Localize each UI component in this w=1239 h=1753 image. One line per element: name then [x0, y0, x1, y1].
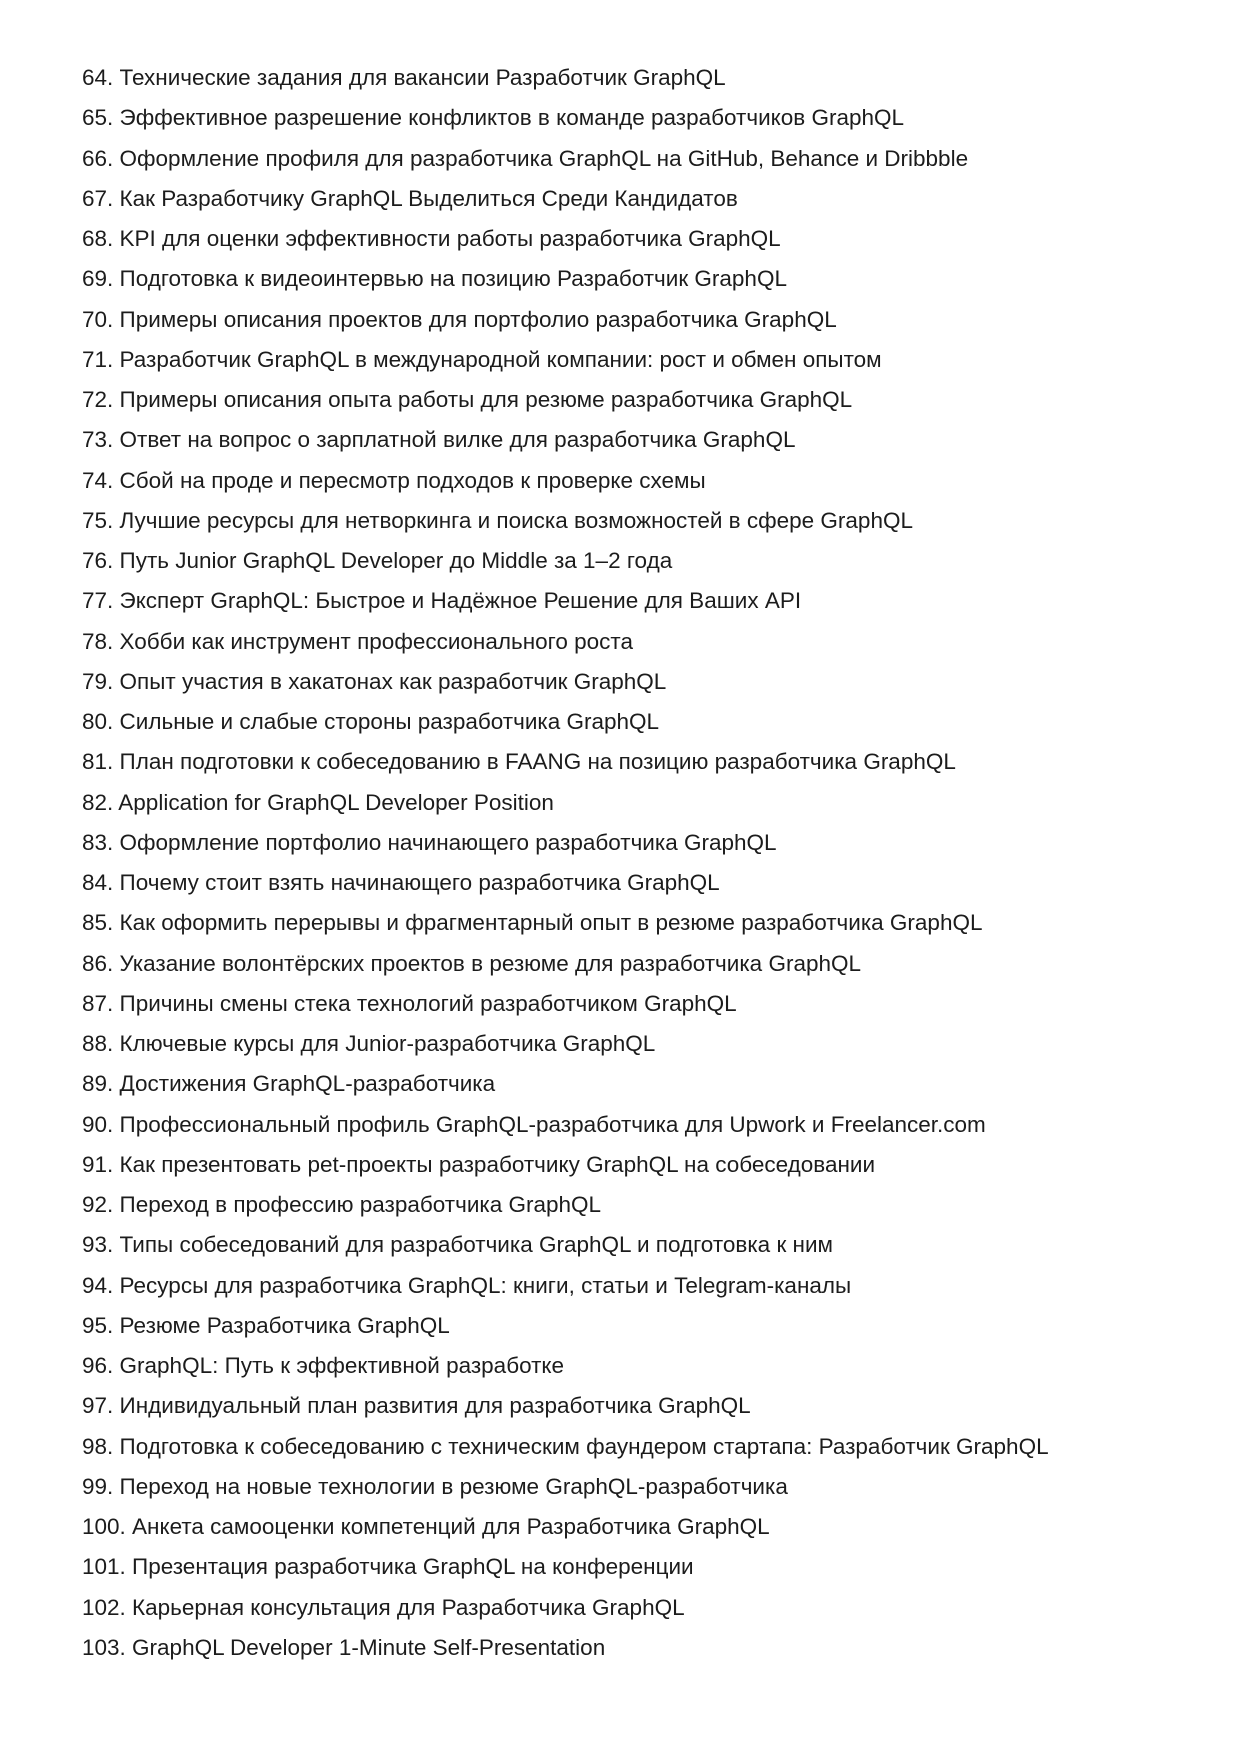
list-item: 95. Резюме Разработчика GraphQL	[82, 1312, 450, 1338]
list-item: 99. Переход на новые технологии в резюме GraphQL-разработчика	[82, 1473, 788, 1499]
list-item: 103. GraphQL Developer 1-Minute Self-Presentation	[82, 1634, 606, 1660]
list-item: 101. Презентация разработчика GraphQL на конференции	[82, 1554, 694, 1580]
list-item: 70. Примеры описания проектов для портфолио разработчика GraphQL	[82, 306, 837, 332]
topic-list	[82, 58, 1049, 1668]
list-item: 69. Подготовка к видеоинтервью на позицию Разработчик GraphQL	[82, 266, 787, 292]
list-item: 83. Оформление портфолио начинающего разработчика GraphQL	[82, 829, 777, 855]
list-item: 97. Индивидуальный план развития для разработчика GraphQL	[82, 1393, 751, 1419]
list-item: 91. Как презентовать pet-проекты разработчику GraphQL на собеседовании	[82, 1151, 876, 1177]
list-item: 88. Ключевые курсы для Junior-разработчика GraphQL	[82, 1031, 656, 1056]
list-item: 75. Лучшие ресурсы для нетворкинга и поиска возможностей в сфере GraphQL	[82, 507, 913, 533]
list-item: 98. Подготовка к собеседованию с техническим фаундером стартапа: Разработчик GraphQL	[82, 1433, 1049, 1459]
list-item: 96. GraphQL: Путь к эффективной разработке	[82, 1353, 565, 1378]
list-item: 84. Почему стоит взять начинающего разработчика GraphQL	[82, 870, 720, 895]
list-item: 72. Примеры описания опыта работы для резюме разработчика GraphQL	[82, 387, 853, 412]
list-item: 94. Ресурсы для разработчика GraphQL: книги, статьи и Telegram-каналы	[82, 1272, 852, 1298]
list-item: 66. Оформление профиля для разработчика GraphQL на GitHub, Behance и Dribbble	[82, 145, 969, 171]
list-item: 85. Как оформить перерывы и фрагментарный опыт в резюме разработчика GraphQL	[82, 910, 983, 936]
list-item: 100. Анкета самооценки компетенций для Разработчика GraphQL	[82, 1514, 770, 1539]
list-item: 74. Сбой на проде и пересмотр подходов к проверке схемы	[82, 467, 706, 493]
list-item: 86. Указание волонтёрских проектов в резюме для разработчика GraphQL	[82, 950, 861, 976]
list-item: 65. Эффективное разрешение конфликтов в команде разработчиков GraphQL	[82, 105, 905, 131]
list-item: 78. Хобби как инструмент профессионального роста	[82, 628, 633, 654]
list-item: 81. План подготовки к собеседованию в FAANG на позицию разработчика GraphQL	[82, 749, 956, 775]
list-item: 82. Application for GraphQL Developer Position	[82, 789, 554, 815]
list-item: 89. Достижения GraphQL-разработчика	[82, 1071, 496, 1097]
list-item: 79. Опыт участия в хакатонах как разработчик GraphQL	[82, 668, 667, 694]
list-item: 76. Путь Junior GraphQL Developer до Middle за 1–2 года	[82, 548, 673, 573]
list-item: 93. Типы собеседований для разработчика GraphQL и подготовка к ним	[82, 1232, 834, 1258]
list-item: 71. Разработчик GraphQL в международной компании: рост и обмен опытом	[82, 346, 882, 372]
list-item: 64. Технические задания для вакансии Разработчик GraphQL	[82, 65, 726, 90]
list-item: 73. Ответ на вопрос о зарплатной вилке для разработчика GraphQL	[82, 427, 796, 453]
list-item: 92. Переход в профессию разработчика GraphQL	[82, 1192, 602, 1217]
list-item: 87. Причины смены стека технологий разработчиком GraphQL	[82, 990, 737, 1016]
list-item: 68. KPI для оценки эффективности работы разработчика GraphQL	[82, 226, 781, 251]
list-item: 67. Как Разработчику GraphQL Выделиться Среди Кандидатов	[82, 185, 738, 211]
list-item: 80. Сильные и слабые стороны разработчика GraphQL	[82, 709, 660, 734]
list-item: 77. Эксперт GraphQL: Быстрое и Надёжное Решение для Ваших API	[82, 588, 802, 614]
list-item: 90. Профессиональный профиль GraphQL-разработчика для Upwork и Freelancer.com	[82, 1111, 986, 1137]
list-item: 102. Карьерная консультация для Разработчика GraphQL	[82, 1594, 685, 1620]
